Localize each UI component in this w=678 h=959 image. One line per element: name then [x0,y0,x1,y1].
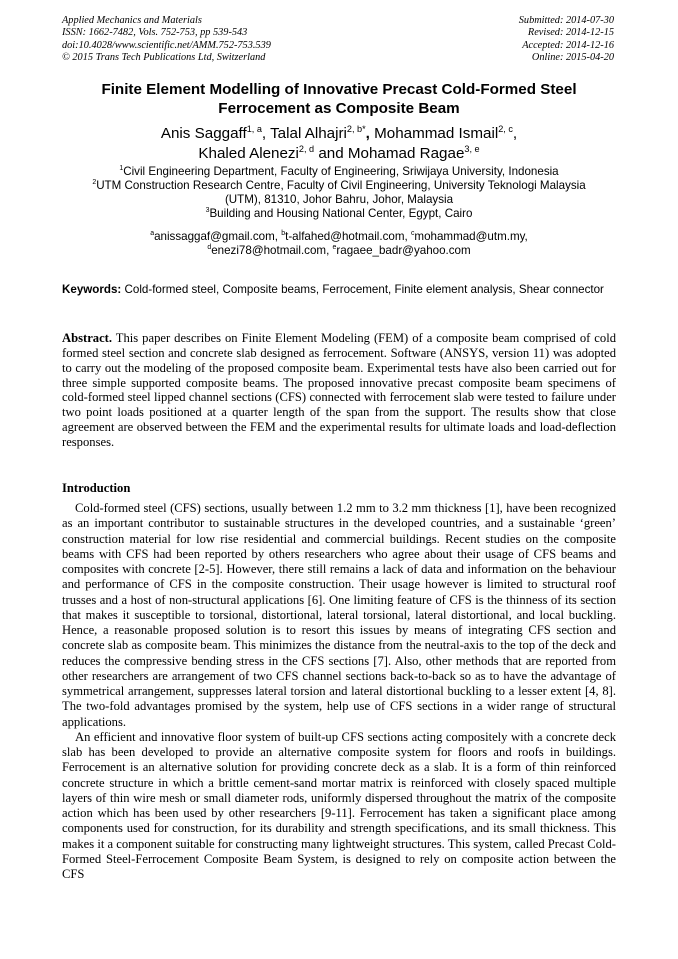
doi: doi:10.4028/www.scientific.net/AMM.752-753.539 [62,39,271,51]
introduction-body [62,501,616,882]
author-affil-marker: 2, c [498,123,513,134]
keywords-text: Cold-formed steel, Composite beams, Ferrocement, Finite element analysis, Shear connector [121,283,604,296]
submission-dates [519,15,614,64]
keywords-section [62,283,616,297]
email-separator: , [524,230,528,243]
authors-line-2 [62,144,616,164]
online-date: Online: 2015-04-20 [531,51,614,63]
title-line-1: Finite Element Modelling of Innovative Precast Cold-Formed Steel [101,81,577,98]
revised-date: Revised: 2014-12-15 [527,27,614,39]
keywords-label: Keywords: [62,283,122,296]
submitted-date: Submitted: 2014-07-30 [518,15,614,26]
author-separator: , [365,125,375,142]
affiliation [62,165,616,179]
author-affil-marker: 1, a [246,123,262,134]
title-line-2: Ferrocement as Composite Beam [218,100,460,117]
author-separator: , [512,125,518,142]
affiliations [62,165,616,221]
email-link[interactable]: anissaggaf@gmail.com [154,230,275,243]
affiliation [62,193,616,207]
journal-name: Applied Mechanics and Materials [62,15,202,26]
author-name: Talal Alhajri [270,125,347,142]
affiliation-text: Civil Engineering Department, Faculty of Engineering, Sriwijaya University, Indonesia [123,165,559,178]
accepted-date: Accepted: 2014-12-16 [522,39,614,51]
author-name: Mohamad Ragae [347,144,465,162]
affiliation-text: UTM Construction Research Centre, Faculty of Civil Engineering, University Teknologi Malaysia [96,179,586,192]
email-link[interactable]: enezi78@hotmail.com [211,244,327,257]
abstract-text: This paper describes on Finite Element Modeling (FEM) of a composite beam comprised of cold formed steel section and concrete slab designed as ferrocement. Software (ANSYS, version 11) was adopted to carry out the modeling of the proposed composite beam. Experimental tests have also been carried out for three simple supported composite beams. The proposed innovative precast composite beam specimens of cold-formed steel lipped channel sections (CFS) connected with ferrocement slab were tested to failure under two point loads positioned at a quarter length of the span from the support. The results show that close agreement are observed between the FEM and the experimental results for ultimate loads and load-deflection responses. [62,331,616,449]
section-heading-introduction: Introduction [62,481,131,495]
author-affil-marker: 2, d [298,143,315,154]
email-link[interactable]: ragaee_badr@yahoo.com [336,244,471,257]
affiliation-marker: 1 [119,165,124,173]
emails-line-2 [62,244,616,258]
email-marker: a [150,230,155,238]
author-affil-marker: 2, b* [346,123,366,134]
body-paragraph: Cold-formed steel (CFS) sections, usually between 1.2 mm to 3.2 mm thickness [1], have been recognized as an important contributor to sustainable structures in the developed countries, and a sustainable ‘green’ construction material for low rise residential and commercial buildings. Recent studies on the composite beams with CFS had been reported by others researchers who agree about their usage of CFS beams and composites with concrete [2-5]. However, there still remains a lack of data and information on the behaviour and performance of CFS in the composite construction. Their usage however is limited to structural roof trusses and a host of non-structural applications [6]. One limiting feature of CFS is the thinness of its section that makes it susceptible to torsional, distortional, lateral torsional, lateral distortional, and local buckling. Hence, a reasonable proposed solution is to resort this issues by means of integrating CFS section and concrete slab as composite beam. This minimizes the distance from the neutral-axis to the top of the deck and reduces the compressive bending stress in the CFS sections [7]. Also, other methods that are reported from other researchers are arrangement of two CFS channel sections back-to-back so as to have the advantage of symmetrical arrangement, suppresses lateral torsion and lateral distortional buckling to a lesser extent [4, 8]. The two-fold advantages promised by the system, help use of CFS sections in a wider range of structural applications. [62,501,616,729]
author-affil-marker: 3, e [464,143,480,154]
email-marker: b [281,230,286,238]
author-name: Mohammad Ismail [374,125,499,142]
email-separator: , [404,230,411,243]
journal-info [62,15,271,64]
paper-title [62,80,616,118]
body-paragraph: An efficient and innovative floor system of built-up CFS sections acting compositely with a concrete deck slab has been developed to provide an alternative composite system for floors and roofs in buildings. Ferrocement is an alternative solution for providing concrete deck as a slab. It is a form of thin reinforced concrete structure in which a brittle cement-sand mortar matrix is reinforced with closely spaced multiple layers of thin wire mesh or small diameter rods, uniformly dispersed throughout the matrix of the composite action which has been used by other researchers [9-11]. Ferrocement has taken a significant place among components used for construction, for its durability and strength specifications, and its small thickness. This makes it a component suitable for constructing many lightweight structures. This system, called Precast Cold- Formed Steel-Ferrocement Composite Beam System, is designed to rely on composite action between the CFS [62,729,616,881]
copyright: © 2015 Trans Tech Publications Ltd, Switzerland [62,51,266,63]
affiliation-marker: 3 [205,207,210,215]
author-name: Khaled Alenezi [198,144,299,162]
author-separator: and [314,144,348,162]
abstract-label: Abstract. [62,331,113,345]
author-name: Anis Saggaff [160,125,247,142]
email-separator: , [326,244,333,257]
affiliation-marker: 2 [92,179,97,187]
email-marker: c [410,230,415,238]
emails-line-1 [62,230,616,244]
email-marker: e [332,244,337,252]
affiliation [62,207,616,221]
affiliation [62,179,616,193]
email-separator: , [274,230,282,243]
email-marker: d [207,244,212,252]
author-list [62,124,616,163]
affiliation-text: Building and Housing National Center, Egypt, Cairo [209,207,473,220]
author-emails [62,230,616,258]
author-separator: , [261,125,271,142]
email-link[interactable]: t-alfahed@hotmail.com [285,230,405,243]
email-link[interactable]: mohammad@utm.my [414,230,525,243]
authors-line-1 [62,124,616,144]
issn: ISSN: 1662-7482, Vols. 752-753, pp 539-543 [62,27,248,39]
abstract-section [62,331,616,450]
affiliation-text: (UTM), 81310, Johor Bahru, Johor, Malaysia [224,193,454,206]
